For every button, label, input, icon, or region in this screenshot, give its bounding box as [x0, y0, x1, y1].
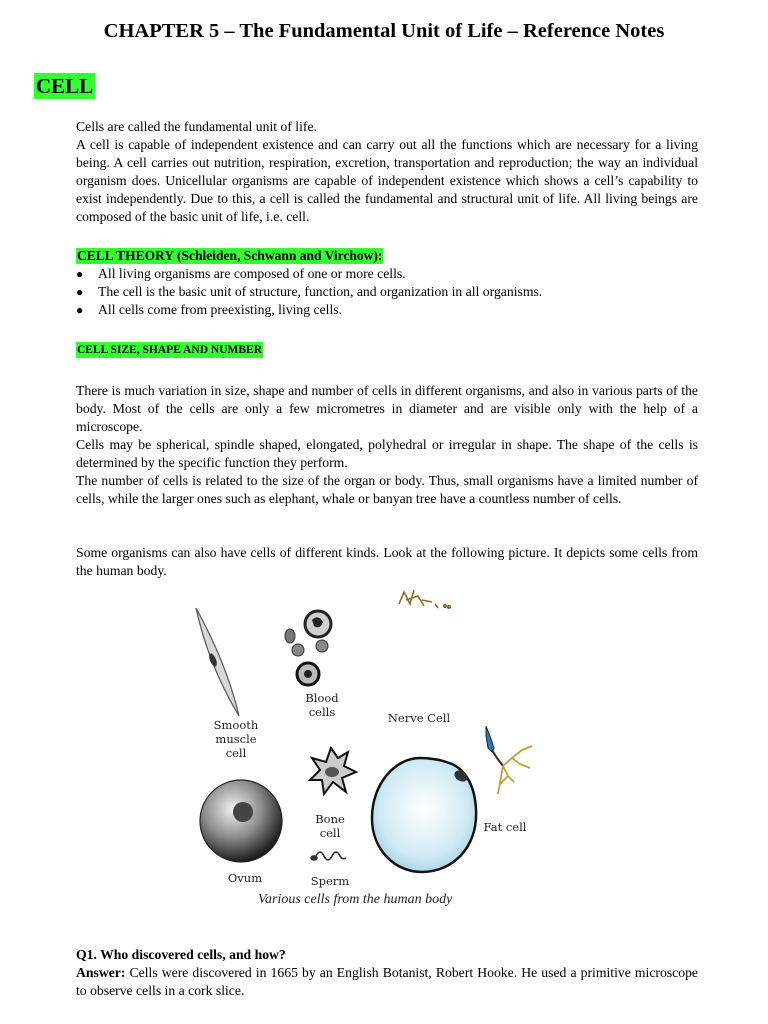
nerve-cell-label: Nerve Cell — [387, 711, 451, 725]
figure-intro: Some organisms can also have cells of different kinds. Look at the following picture. It depicts some cells from the human body. — [76, 545, 698, 578]
fat-cell-label: Fat cell — [483, 820, 527, 834]
bullet-icon: ● — [76, 303, 84, 317]
ovum-label: Ovum — [227, 871, 263, 885]
cells-illustration — [0, 580, 768, 910]
intro-line: Cells are called the fundamental unit of life. — [76, 119, 317, 134]
ovum-icon — [200, 780, 282, 862]
fat-cell-icon — [372, 758, 476, 872]
sperm-label: Sperm — [310, 874, 350, 888]
blood-cells-icon — [285, 611, 331, 685]
list-item: ● All cells come from preexisting, living cells. — [76, 302, 343, 317]
qa-block — [76, 946, 698, 1000]
cell-size-paragraph: There is much variation in size, shape and number of cells in different organisms, and also in various parts of the body. Most of the cells are only a few micrometres in diameter and are visible only with the help of a microscope. — [76, 383, 698, 434]
smooth-muscle-cell-icon — [196, 608, 239, 716]
answer-label: Answer: — [76, 965, 126, 980]
list-item: ● All living organisms are composed of one or more cells. — [76, 266, 406, 281]
intro-paragraph: A cell is capable of independent existence and can carry out all the functions which are necessary for a living being. A cell carries out nutrition, respiration, excretion, transportation and reproduction; the way an individual organism does. Unicellular organisms are capable of independent existence which shows a cell’s capability to exist independently. Due to this, a cell is called the fundamental and structural unit of life. All living beings are composed of the basic unit of life, i.e. cell. — [76, 137, 698, 224]
intro-block — [76, 118, 698, 226]
blood-cells-label: Blood cells — [305, 691, 339, 719]
bone-cell-label: Bone cell — [315, 812, 345, 840]
cell-size-paragraph: Cells may be spherical, spindle shaped, elongated, polyhedral or irregular in shape. The shape of the cells is determined by the specific function they perform. — [76, 437, 698, 470]
cell-size-paragraph: The number of cells is related to the size of the organ or body. Thus, small organisms have a limited number of cells, while the larger ones such as elephant, whale or banyan tree have a countless number of cells. — [76, 473, 698, 506]
answer — [76, 964, 698, 1000]
smooth-muscle-label: Smooth muscle cell — [213, 718, 259, 760]
human-cells-figure — [0, 580, 768, 910]
nerve-cell-colored-icon — [486, 726, 532, 794]
question: Q1. Who discovered cells, and how? — [76, 947, 286, 962]
page-title: CHAPTER 5 – The Fundamental Unit of Life – Reference Notes — [103, 20, 665, 42]
bullet-icon: ● — [76, 285, 84, 299]
answer-text: Cells were discovered in 1665 by an English Botanist, Robert Hooke. He used a primitive microscope to observe cells in a cork slice. — [76, 965, 698, 998]
cell-theory-heading: CELL THEORY (Schleiden, Schwann and Virchow): — [77, 248, 383, 263]
sperm-icon — [311, 852, 346, 860]
cell-theory-list — [76, 265, 696, 319]
bullet-icon: ● — [76, 267, 84, 281]
list-item: ● The cell is the basic unit of structure, function, and organization in all organisms. — [76, 284, 543, 299]
figure-caption: Various cells from the human body — [258, 892, 453, 907]
bone-cell-icon — [310, 748, 356, 794]
section-heading-cell: CELL — [36, 74, 94, 98]
cell-size-heading: CELL SIZE, SHAPE AND NUMBER — [77, 344, 262, 356]
nerve-cell-icon — [399, 590, 450, 608]
cell-size-block — [76, 382, 698, 508]
